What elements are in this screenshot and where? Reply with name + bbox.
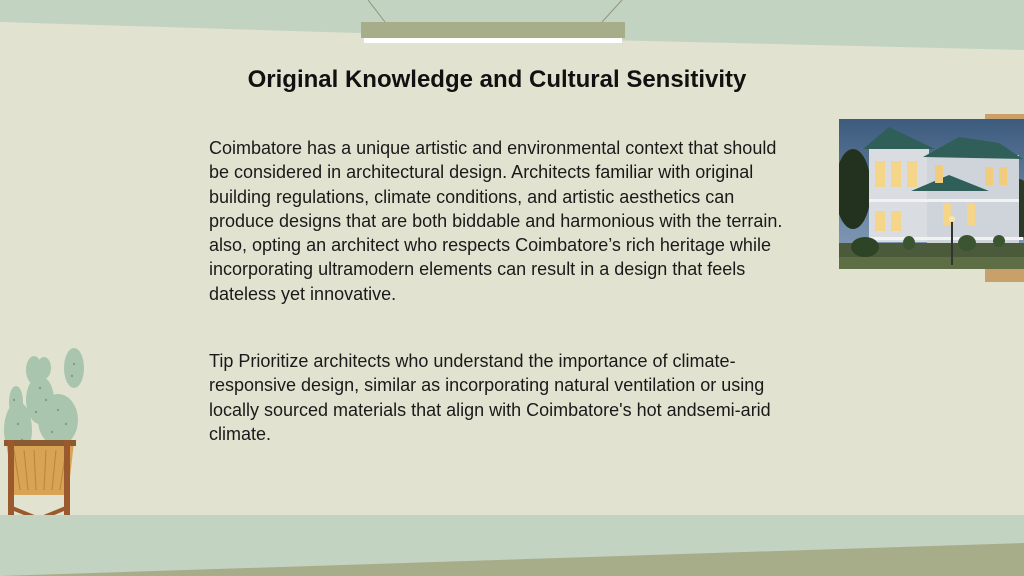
bottom-decor-band bbox=[0, 515, 1024, 576]
hanging-title-bar bbox=[361, 22, 625, 38]
hanging-title-bar-highlight bbox=[364, 38, 622, 43]
body-paragraph-2: Tip Prioritize architects who understand the importance of climate- responsive design, similar as incorporating natural ventilation or using locally sourced materials that align with Coimbatore's hot andsemi-arid climate. bbox=[209, 351, 771, 444]
house-photo-icon bbox=[839, 119, 1024, 269]
house-photo bbox=[839, 119, 1024, 269]
slide-title: Original Knowledge and Cultural Sensitivity bbox=[247, 66, 747, 93]
body-paragraph-1: Coimbatore has a unique artistic and environmental context that should be considered in architectural design. Architects familiar with original building regulations, climate conditions, and artistic aesthetics can produce designs that are both biddable and harmonious with the terrain. also, opting an architect who respects Coimbatore’s rich heritage while incorporating ultramodern elements can result in a design that feels dateless yet innovative. bbox=[209, 138, 783, 304]
